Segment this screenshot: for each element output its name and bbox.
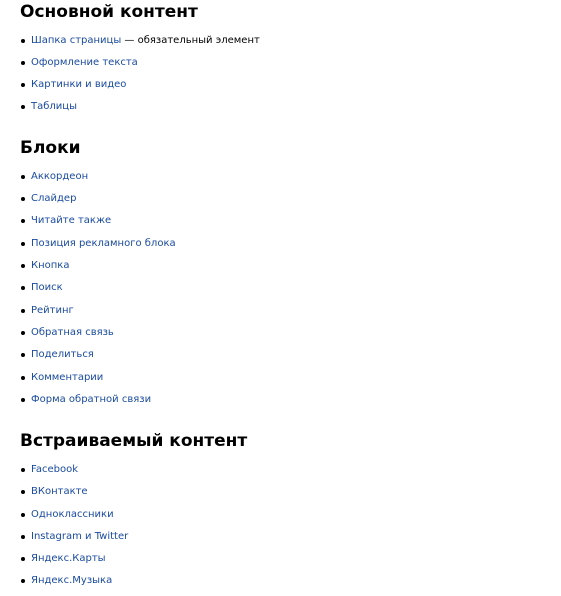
bullet-icon (21, 219, 25, 223)
bullet-icon (21, 353, 25, 357)
link-facebook[interactable]: Facebook (31, 464, 78, 475)
bullet-icon (21, 61, 25, 65)
section-title-embedded-content: Встраиваемый контент (20, 431, 248, 451)
link-odnoklassniki[interactable]: Одноклассники (31, 509, 114, 520)
link-ad-position[interactable]: Позиция рекламного блока (31, 238, 176, 249)
link-read-also[interactable]: Читайте также (31, 215, 112, 226)
link-accordion[interactable]: Аккордеон (31, 171, 89, 182)
link-comments[interactable]: Комментарии (31, 372, 104, 383)
link-slider[interactable]: Слайдер (31, 193, 77, 204)
bullet-icon (21, 39, 25, 43)
bullet-icon (21, 197, 25, 201)
bullet-icon (21, 309, 25, 313)
bullet-icon (21, 535, 25, 539)
link-feedback-form[interactable]: Форма обратной связи (31, 394, 152, 405)
bullet-icon (21, 579, 25, 583)
link-images-video[interactable]: Картинки и видео (31, 79, 127, 90)
link-rating[interactable]: Рейтинг (31, 305, 74, 316)
bullet-icon (21, 557, 25, 561)
bullet-icon (21, 286, 25, 290)
bullet-icon (21, 83, 25, 87)
link-instagram-twitter[interactable]: Instagram и Twitter (31, 531, 129, 542)
link-feedback[interactable]: Обратная связь (31, 327, 114, 338)
bullet-icon (21, 331, 25, 335)
link-yandex-music[interactable]: Яндекс.Музыка (31, 575, 113, 586)
link-tables[interactable]: Таблицы (31, 101, 77, 112)
item-suffix: — обязательный элемент (121, 35, 260, 46)
bullet-icon (21, 264, 25, 268)
bullet-icon (21, 376, 25, 380)
link-yandex-maps[interactable]: Яндекс.Карты (31, 553, 106, 564)
bullet-icon (21, 175, 25, 179)
link-share[interactable]: Поделиться (31, 349, 94, 360)
section-title-blocks: Блоки (20, 138, 81, 158)
link-button[interactable]: Кнопка (31, 260, 70, 271)
bullet-icon (21, 242, 25, 246)
link-search[interactable]: Поиск (31, 282, 63, 293)
link-text-formatting[interactable]: Оформление текста (31, 57, 138, 68)
bullet-icon (21, 513, 25, 517)
link-header[interactable]: Шапка страницы (31, 35, 122, 46)
link-vkontakte[interactable]: ВКонтакте (31, 486, 88, 497)
section-title-main-content: Основной контент (20, 2, 198, 22)
bullet-icon (21, 105, 25, 109)
bullet-icon (21, 490, 25, 494)
bullet-icon (21, 468, 25, 472)
bullet-icon (21, 398, 25, 402)
